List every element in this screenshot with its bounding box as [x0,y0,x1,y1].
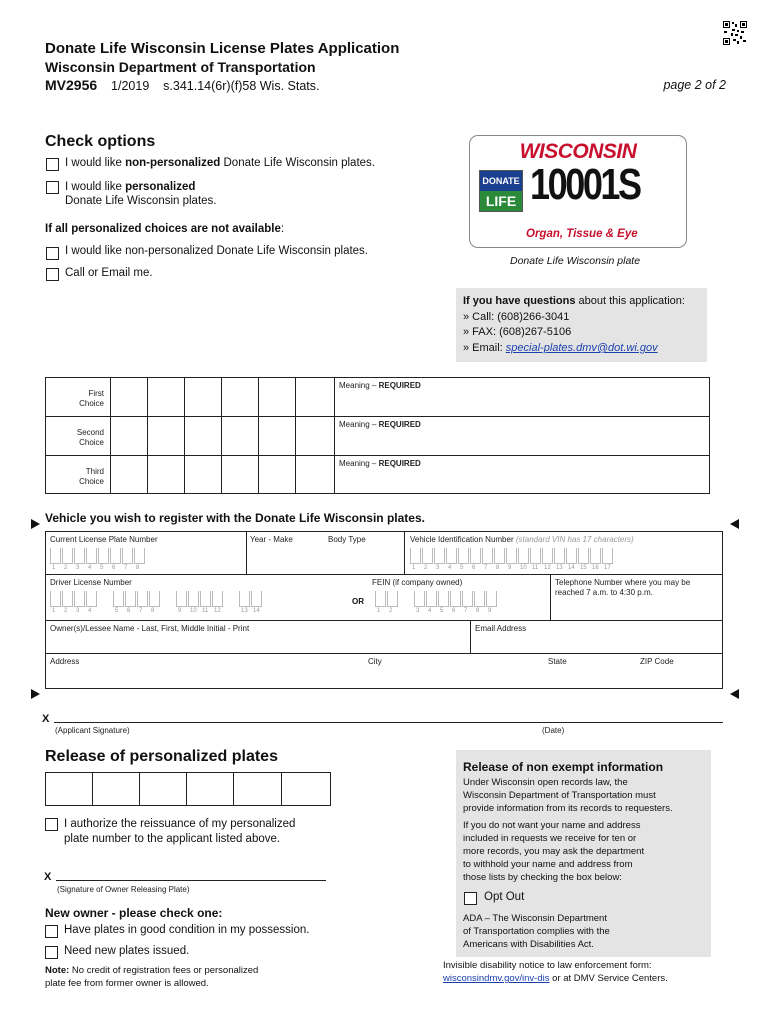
p1-line1: Under Wisconsin open records law, the [463,777,628,788]
choices-col-line [110,377,111,494]
digit-position-number: 7 [124,565,128,571]
digit-position-number: 7 [139,608,143,614]
opt1-bold: non-personalized [125,157,221,169]
plate-state: WISCONSIN [519,140,637,163]
digit-position-number: 1 [377,608,381,614]
digit-separator [224,591,238,607]
fein-label: FEIN (if company owned) [372,578,463,587]
release-col-line [233,772,234,806]
released-plate-boxes[interactable] [45,772,331,806]
body-type-label: Body Type [328,535,366,544]
city-label: City [368,657,382,666]
digit-position-number: 9 [488,608,492,614]
non-exempt-heading: Release of non exempt information [463,760,664,774]
current-plate-label: Current License Plate Number [50,535,158,544]
digit-box[interactable] [590,548,601,571]
form-number: MV2956 [45,77,98,93]
digit-position-number: 17 [604,565,611,571]
arrow-right-icon [31,689,40,699]
digit-box[interactable] [482,548,493,571]
ada-line2: of Transportation complies with the [463,926,610,937]
p2-line5: those lists by checking the box below: [463,872,622,883]
choices-col-line [147,377,148,494]
email-address-label: Email Address [475,624,527,633]
vehicle-heading: Vehicle you wish to register with the Donate Life Wisconsin plates. [45,511,425,525]
digit-box[interactable] [602,548,613,571]
digit-box[interactable] [188,591,199,614]
digit-box[interactable] [426,591,437,614]
digit-box[interactable] [566,548,577,571]
digit-box[interactable] [125,591,136,614]
vehicle-col-line [246,531,247,574]
digit-box[interactable] [98,548,109,571]
driver-license-boxes[interactable] [50,591,263,614]
plate-number: 10001S [530,160,640,209]
department-name: Wisconsin Department of Transportation [45,59,316,75]
digit-separator [98,591,112,607]
non-exempt-para1 [463,776,673,815]
zip-label: ZIP Code [640,657,674,666]
second-choice-line2: Choice [79,438,104,447]
or-label: OR [352,597,364,606]
note-text [45,964,258,990]
vehicle-col-line [550,574,551,620]
digit-position-number: 10 [190,608,197,614]
digit-position-number: 3 [76,608,80,614]
digit-position-number: 3 [76,565,80,571]
digit-position-number: 5 [460,565,464,571]
fallback-colon: : [280,223,285,235]
digit-position-number: 13 [241,608,248,614]
new-owner-heading: New owner - please check one: [45,906,223,920]
opt-out-checkbox[interactable] [464,892,477,905]
digit-position-number: 15 [580,565,587,571]
need-plates-label: Need new plates issued. [64,945,190,957]
second-choice-line1: Second [76,428,104,437]
p2-line4: to withhold your name and address from [463,859,633,870]
plate-number-boxes[interactable] [50,548,146,571]
digit-position-number: 3 [416,608,420,614]
p2-line3: more records, you may ask the department [463,846,645,857]
digit-box[interactable] [200,591,211,614]
vehicle-info-table [45,531,723,689]
digit-position-number: 2 [424,565,428,571]
digit-box[interactable] [486,591,497,614]
form-date: 1/2019 [111,79,150,93]
note-line1: No credit of registration fees or personalized [69,965,259,976]
opt2-pre: I would like [65,181,126,193]
third-choice-line1: Third [85,467,104,476]
non-personalized-label [65,157,375,169]
fallback-text: If all personalized choices are not available [45,223,281,235]
digit-box[interactable] [506,548,517,571]
opt-out-label: Opt Out [484,891,525,903]
choices-col-line [184,377,185,494]
p1-line3: provide information from its records to requesters. [463,803,673,814]
applicant-signature-label: (Applicant Signature) [55,726,130,735]
questions-call: » Call: (608)266-3041 [463,311,570,323]
applicant-signature-line[interactable] [54,722,723,723]
telephone-label-2: reached 7 a.m. to 4:30 p.m. [555,588,653,597]
digit-box[interactable] [458,548,469,571]
digit-position-number: 5 [440,608,444,614]
telephone-label [555,578,690,598]
meaning-prefix: Meaning – [339,459,379,468]
choices-col-line [221,377,222,494]
digit-position-number: 2 [64,608,68,614]
second-meaning-label [339,420,421,429]
digit-position-number: 8 [476,608,480,614]
ada-line3: Americans with Disabilities Act. [463,939,594,950]
digit-position-number: 5 [115,608,119,614]
digit-box[interactable] [62,548,73,571]
digit-box[interactable] [494,548,505,571]
digit-box[interactable] [113,591,124,614]
digit-box[interactable] [50,548,61,571]
applicant-signature-x: X [42,713,50,725]
digit-position-number: 9 [508,565,512,571]
digit-box[interactable] [110,548,121,571]
digit-box[interactable] [86,548,97,571]
authorize-line2: plate number to the applicant listed above. [64,833,281,845]
non-exempt-para2 [463,819,644,884]
call-email-label: Call or Email me. [65,267,153,279]
plate-slogan: Organ, Tissue & Eye [526,228,638,240]
digit-separator [161,591,175,607]
digit-position-number: 1 [52,608,56,614]
badge-top-text: DONATE [480,171,522,191]
plate-caption: Donate Life Wisconsin plate [510,255,641,267]
p2-line2: included in requests we receive for ten or [463,833,637,844]
digit-position-number: 7 [464,608,468,614]
third-choice-label [48,467,104,487]
call-email-checkbox[interactable] [46,268,59,281]
personalized-checkbox[interactable] [46,181,59,194]
digit-position-number: 4 [88,565,92,571]
digit-box[interactable] [434,548,445,571]
first-choice-line2: Choice [79,399,104,408]
note-bold: Note: [45,965,70,976]
first-meaning-label [339,381,421,390]
choices-col-line [258,377,259,494]
digit-box[interactable] [74,548,85,571]
page-number: page 2 of 2 [663,78,726,92]
digit-box[interactable] [62,591,73,614]
owner-signature-x: X [44,871,52,883]
digit-box[interactable] [410,548,421,571]
have-plates-checkbox[interactable] [45,925,58,938]
digit-box[interactable] [176,591,187,614]
digit-box[interactable] [446,548,457,571]
digit-box[interactable] [554,548,565,571]
owner-name-label: Owner(s)/Lessee Name - Last, First, Middle Initial - Print [50,624,250,633]
meaning-required: REQUIRED [378,381,421,390]
questions-email-link[interactable]: special-plates.dmv@dot.wi.gov [505,342,658,354]
donate-life-badge [479,170,523,212]
digit-position-number: 4 [428,608,432,614]
questions-email-label: » Email: [463,342,506,354]
form-id-line [45,77,319,93]
third-choice-line2: Choice [79,477,104,486]
ada-line1: ADA – The Wisconsin Department [463,913,607,924]
release-col-line [186,772,187,806]
digit-box[interactable] [375,591,386,614]
digit-box[interactable] [387,591,398,614]
digit-position-number: 8 [151,608,155,614]
digit-position-number: 12 [214,608,221,614]
digit-box[interactable] [422,548,433,571]
vehicle-row-divider [45,574,723,575]
digit-box[interactable] [122,548,133,571]
digit-position-number: 6 [127,608,131,614]
meaning-required: REQUIRED [378,420,421,429]
meaning-required: REQUIRED [378,459,421,468]
digit-box[interactable] [530,548,541,571]
digit-position-number: 11 [532,565,539,571]
digit-position-number: 4 [88,608,92,614]
have-plates-label: Have plates in good condition in my possession. [64,924,310,936]
digit-box[interactable] [239,591,250,614]
digit-position-number: 1 [52,565,56,571]
digit-box[interactable] [134,548,145,571]
third-meaning-label [339,459,421,468]
digit-position-number: 13 [556,565,563,571]
p1-line2: Wisconsin Department of Transportation must [463,790,656,801]
telephone-label-1: Telephone Number where you may be [555,578,691,587]
form-title: Donate Life Wisconsin License Plates Application [45,40,400,57]
ada-text [463,912,610,951]
questions-fax: » FAX: (608)267-5106 [463,326,572,338]
digit-position-number: 8 [496,565,500,571]
owner-signature-label: (Signature of Owner Releasing Plate) [57,885,190,894]
digit-box[interactable] [251,591,262,614]
opt2-bold: personalized [125,181,196,193]
digit-position-number: 14 [253,608,260,614]
choices-col-line [334,377,335,494]
vin-label-text: Vehicle Identification Number [410,535,514,544]
invisible-disability-link[interactable]: wisconsindmv.gov/inv-dis [443,973,550,984]
personalized-label [65,180,217,208]
digit-box[interactable] [86,591,97,614]
vehicle-col-line [470,620,471,653]
release-heading: Release of personalized plates [45,748,278,765]
digit-box[interactable] [470,548,481,571]
digit-box[interactable] [474,591,485,614]
arrow-left-icon [730,689,739,699]
digit-box[interactable] [462,591,473,614]
choices-divider-2 [45,455,710,456]
digit-position-number: 6 [112,565,116,571]
vehicle-row-divider [45,653,723,654]
date-label: (Date) [542,726,565,735]
digit-box[interactable] [518,548,529,571]
footer-rest: or at DMV Service Centers. [549,973,668,984]
opt1-pre: I would like [65,157,126,169]
fein-boxes[interactable] [375,591,498,614]
release-col-line [139,772,140,806]
statute: s.341.14(6r)(f)58 Wis. Stats. [163,79,320,93]
non-personalized-checkbox[interactable] [46,158,59,171]
state-label: State [548,657,567,666]
arrow-left-icon [730,519,739,529]
digit-position-number: 6 [472,565,476,571]
license-plate-image [469,135,687,248]
digit-position-number: 10 [520,565,527,571]
year-make-label: Year - Make [250,535,293,544]
first-choice-label [48,389,104,409]
digit-box[interactable] [450,591,461,614]
digit-position-number: 8 [136,565,140,571]
digit-position-number: 5 [100,565,104,571]
authorize-line1: I authorize the reissuance of my personalized [64,818,296,830]
plate-choices-table [45,377,710,494]
arrow-right-icon [31,519,40,529]
note-line2: plate fee from former owner is allowed. [45,978,209,989]
digit-position-number: 12 [544,565,551,571]
questions-lead-rest: about this application: [575,295,685,307]
digit-position-number: 16 [592,565,599,571]
qr-code [723,21,747,45]
digit-position-number: 9 [178,608,182,614]
release-col-line [92,772,93,806]
address-label: Address [50,657,80,666]
digit-box[interactable] [137,591,148,614]
vin-boxes[interactable] [410,548,614,571]
digit-position-number: 2 [389,608,393,614]
digit-box[interactable] [542,548,553,571]
opt2-line2: Donate Life Wisconsin plates. [65,195,217,207]
questions-lead [463,295,685,307]
authorize-reissue-label [64,817,295,847]
need-plates-checkbox[interactable] [45,946,58,959]
fallback-non-personalized-label: I would like non-personalized Donate Life Wisconsin plates. [65,245,368,257]
digit-position-number: 6 [452,608,456,614]
driver-license-label: Driver License Number [50,578,132,587]
digit-position-number: 4 [448,565,452,571]
digit-box[interactable] [578,548,589,571]
digit-box[interactable] [438,591,449,614]
meaning-prefix: Meaning – [339,420,379,429]
vehicle-col-line [404,531,405,574]
footer-line1: Invisible disability notice to law enforcement form: [443,960,652,971]
digit-position-number: 1 [412,565,416,571]
digit-separator [399,591,413,607]
questions-lead-bold: If you have questions [463,295,576,307]
vehicle-row-divider [45,620,723,621]
p2-line1: If you do not want your name and address [463,820,641,831]
footer-notice [443,959,668,985]
digit-box[interactable] [50,591,61,614]
digit-box[interactable] [74,591,85,614]
meaning-prefix: Meaning – [339,381,379,390]
fallback-non-personalized-checkbox[interactable] [46,247,59,260]
digit-box[interactable] [212,591,223,614]
digit-position-number: 2 [64,565,68,571]
first-choice-line1: First [88,389,104,398]
choices-divider-1 [45,416,710,417]
release-col-line [281,772,282,806]
fallback-heading [45,223,284,235]
digit-box[interactable] [149,591,160,614]
owner-signature-line[interactable] [56,880,326,881]
authorize-reissue-checkbox[interactable] [45,818,58,831]
digit-position-number: 11 [202,608,209,614]
digit-position-number: 7 [484,565,488,571]
questions-email-line [463,342,658,354]
vin-label [410,535,634,544]
opt1-post: Donate Life Wisconsin plates. [220,157,375,169]
badge-bottom-text: LIFE [485,193,517,209]
digit-box[interactable] [414,591,425,614]
check-options-heading: Check options [45,133,156,150]
choices-col-line [295,377,296,494]
vin-hint: (standard VIN has 17 characters) [515,535,634,544]
second-choice-label [48,428,104,448]
digit-position-number: 3 [436,565,440,571]
digit-position-number: 14 [568,565,575,571]
